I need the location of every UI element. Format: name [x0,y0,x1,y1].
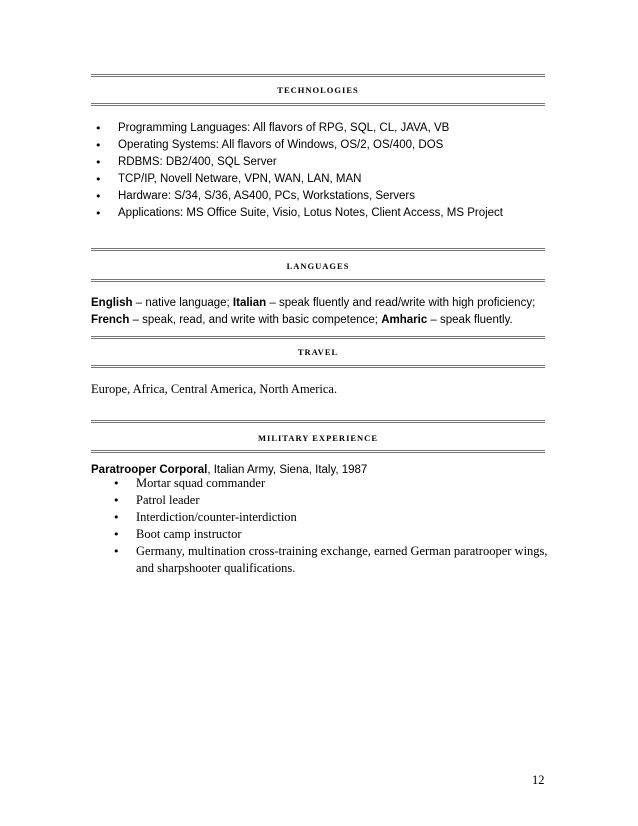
travel-text: Europe, Africa, Central America, North America. [91,382,338,396]
languages-paragraph [91,295,551,329]
section-rule-top [91,336,545,339]
section-rule-top [91,420,545,423]
section-rule-top [91,74,545,77]
language-amharic-desc: – speak fluently. [427,314,513,326]
list-item: • RDBMS: DB2/400, SQL Server [95,154,503,171]
list-item-continuation: and sharpshooter qualifications. [136,561,296,575]
section-rule-bottom [91,279,545,282]
list-item: • Operating Systems: All flavors of Windows, OS/2, OS/400, DOS [95,137,503,154]
list-item: • TCP/IP, Novell Netware, VPN, WAN, LAN, MAN [95,171,503,188]
page-number: 12 [532,773,545,787]
list-item: • Patrol leader [113,492,548,509]
section-rule-bottom [91,365,545,368]
section-rule-top [91,248,545,251]
list-item: • Programming Languages: All flavors of RPG, SQL, CL, JAVA, VB [95,120,503,137]
technologies-list [95,120,503,222]
section-rule-bottom [91,450,545,453]
list-item: • Interdiction/counter-interdiction [113,509,548,526]
languages-line-1 [91,295,551,312]
languages-heading: LANGUAGES [286,261,350,271]
technologies-heading: TECHNOLOGIES [277,85,359,95]
list-item: • Mortar squad commander [113,475,548,492]
military-details: , Italian Army, Siena, Italy, 1987 [207,464,368,476]
language-amharic: Amharic [381,314,428,326]
section-rule-bottom [91,103,545,106]
language-english: English [91,297,133,309]
military-heading: MILITARY EXPERIENCE [257,433,378,443]
travel-heading: TRAVEL [297,347,339,357]
language-french-desc: – speak, read, and write with basic competence; [129,314,382,326]
list-item: • Germany, multination cross-training exchange, earned German paratrooper wings, [113,543,548,560]
list-item: • Boot camp instructor [113,526,548,543]
military-title: Paratrooper Corporal [91,464,208,476]
list-item: • Applications: MS Office Suite, Visio, Lotus Notes, Client Access, MS Project [95,205,503,222]
language-italian-desc: – speak fluently and read/write with high proficiency; [266,297,536,309]
language-english-desc: – native language; [132,297,233,309]
military-list [113,475,548,577]
languages-line-2 [91,312,551,329]
list-item: • Hardware: S/34, S/36, AS400, PCs, Workstations, Servers [95,188,503,205]
language-italian: Italian [232,297,267,309]
language-french: French [91,314,130,326]
